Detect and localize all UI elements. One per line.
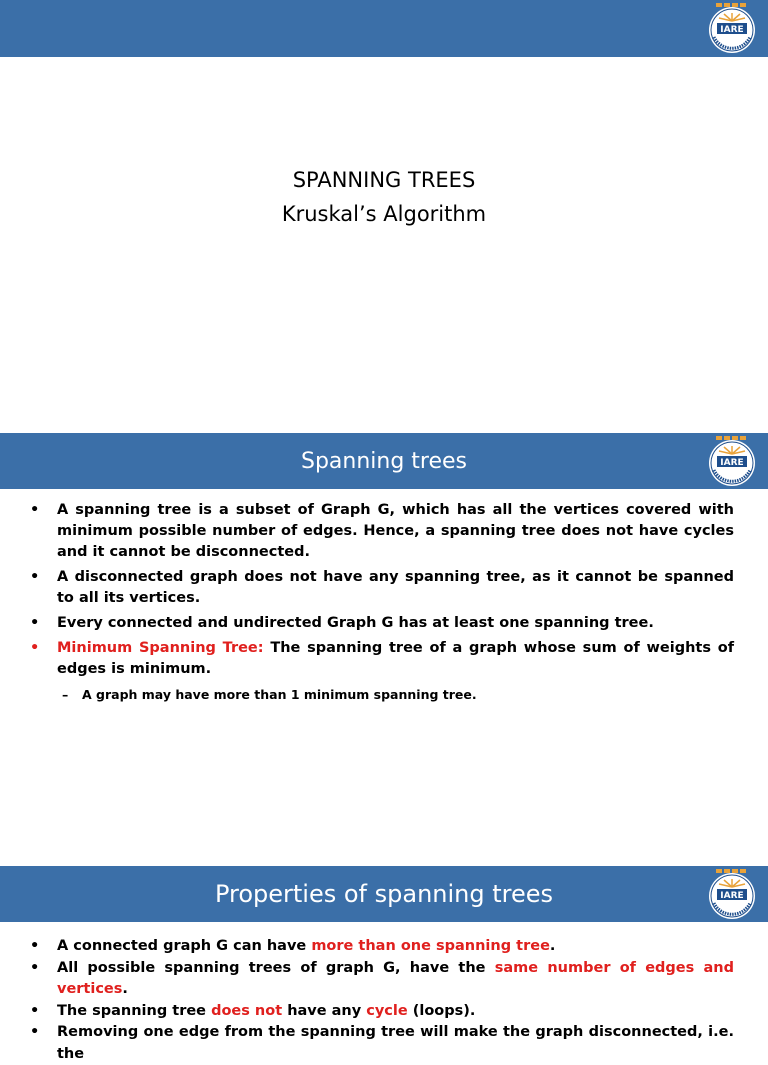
header-bar	[0, 0, 768, 57]
slide-body	[30, 500, 734, 705]
list-item: • Removing one edge from the spanning tree will make the graph disconnected, i.e. the	[30, 1024, 734, 1062]
title-line-2: Kruskal’s Algorithm	[281, 202, 487, 226]
slide-body	[30, 936, 734, 1065]
svg-text:IARE: IARE	[720, 25, 744, 35]
bullet-icon: •	[30, 1002, 40, 1019]
slide-title-text	[0, 163, 768, 231]
svg-text:IARE: IARE	[720, 891, 744, 901]
header-bar	[0, 433, 768, 489]
slide-spanning-trees	[0, 433, 768, 865]
list-item: • A disconnected graph does not have any spanning tree, as it cannot be spanned to all its vertices.	[30, 569, 734, 606]
bullet-icon: •	[30, 938, 40, 954]
bullet-icon: •	[30, 569, 40, 585]
bullet-icon: •	[30, 502, 40, 518]
svg-text:IARE: IARE	[720, 458, 744, 468]
list-item: • The spanning tree does not have any cycle (loops).	[30, 1001, 734, 1023]
title-line-1: SPANNING TREES	[292, 168, 476, 192]
bullet-icon: •	[30, 959, 40, 976]
list-item: • Every connected and undirected Graph G has at least one spanning tree.	[30, 613, 734, 634]
bullet-icon: •	[30, 615, 40, 631]
iare-logo-icon	[704, 434, 760, 488]
list-item-mst: • Minimum Spanning Tree: The spanning tree of a graph whose sum of weights of edges is minimum.	[30, 640, 734, 677]
iare-logo-icon	[704, 867, 760, 921]
list-item: • A spanning tree is a subset of Graph G, which has all the vertices covered with minimum possible number of edges. Hence, a spanning tree does not have cycles and it cannot be disconnected.	[30, 502, 734, 560]
bullet-icon: •	[30, 640, 40, 656]
dash-icon: –	[62, 687, 69, 702]
slide-heading: Spanning trees	[300, 448, 468, 474]
header-bar	[0, 866, 768, 922]
slide-properties	[0, 866, 768, 1062]
slide-title	[0, 0, 768, 432]
bullet-icon: •	[30, 1024, 40, 1040]
slide-heading: Properties of spanning trees	[214, 880, 554, 908]
list-item: • All possible spanning trees of graph G, have the same number of edges and vertices.	[30, 959, 734, 997]
iare-logo-icon	[704, 1, 760, 55]
sub-list-item: – A graph may have more than 1 minimum spanning tree.	[30, 684, 734, 705]
list-item: • A connected graph G can have more than one spanning tree.	[30, 936, 734, 958]
mst-label: Minimum Spanning Tree:	[57, 640, 264, 656]
